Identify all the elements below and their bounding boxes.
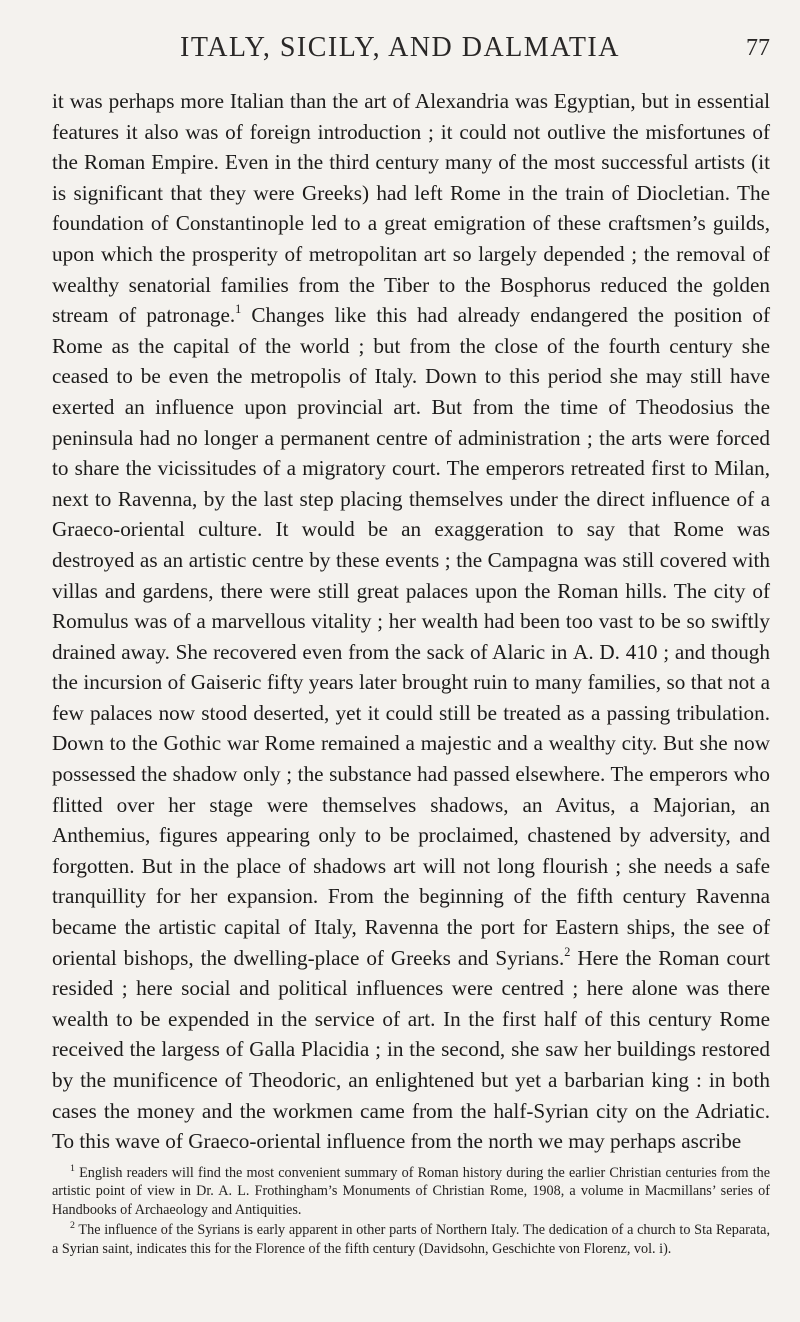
main-text	[52, 86, 770, 1157]
text-segment-4: Here the Roman court resided ; here social and political influences were centred ; here alone was there wealth to be expended in the service of art. In the first half of this century Rome received the largess of Galla Placidia ; in the second, she saw her buildings restored by the munificence of Theodoric, an enlightened but yet a barbarian king : in both cases the money and the workmen came from the half-Syrian city on the Adriatic. To this wave of Graeco-oriental influence from the north we may perhaps ascribe	[52, 945, 770, 1154]
footnote-ref-1: 1	[235, 302, 242, 317]
running-head	[0, 30, 800, 70]
text-segment-2: Changes like this had already endangered the position of Rome as the capital of the world ; but from the close of the fourth century she ceased to be even the metropolis of Italy. Down to this period she may still have exerted an influence upon provincial art. But from the time of Theodosius the peninsula had no longer a permanent centre of administration ; the arts were forced to share the vicissitudes of a migratory court. The emperors retreated first to Milan, next to Ravenna, by the last step placing themselves under the direct influence of a Graeco-oriental culture. It would be an exaggeration to say that Rome was destroyed as an artistic centre by these events ; the Campagna was still covered with villas and gardens, there were still great palaces upon the Roman hills. The city of Romulus was of a marvellous vitality ; her wealth had been too vast to be so swiftly drained away. She recovered even from the sack of Alaric in	[52, 303, 770, 664]
text-segment-3: 410 ; and though the incursion of Gaiseric fifty years later brought ruin to many families, so that not a few palaces now stood deserted, yet it could still be treated as a passing tribulation. Down to the Gothic war Rome remained a majestic and a wealthy city. But she now possessed the shadow only ; the substance had passed elsewhere. The emperors who flitted over her stage were themselves shadows, an Avitus, a Majorian, an Anthemius, figures appearing only to be proclaimed, chastened by adversity, and forgotten. But in the place of shadows art will not long flourish ; she needs a safe tranquillity for her expansion. From the beginning of the fifth century Ravenna became the artistic capital of Italy, Ravenna the port for Eastern ships, the see of oriental bishops, the dwelling-place of Greeks and Syrians.	[52, 639, 770, 970]
page-number: 77	[746, 35, 770, 61]
body-paragraph	[52, 86, 770, 1157]
footnote-1	[52, 1164, 770, 1219]
running-title: ITALY, SICILY, AND DALMATIA	[180, 32, 620, 63]
era-abbreviation: A. D.	[573, 639, 620, 664]
text-segment-1: it was perhaps more Italian than the art of Alexandria was Egyptian, but in essential features it also was of foreign introduction ; it could not outlive the misfortunes of the Roman Empire. Even in the third century many of the most successful artists (it is significant that they were Greeks) had left Rome in the train of Diocletian. The foundation of Constantinople led to a great emigration of these craftsmen’s guilds, upon which the prosperity of metropolitan art so largely depended ; the removal of wealthy senatorial families from the Tiber to the Bosphorus reduced the golden stream of patronage.	[52, 89, 770, 328]
footnote-marker: 1	[70, 1163, 75, 1175]
footnote-text: The influence of the Syrians is early apparent in other parts of Northern Italy. The dedication of a church to Sta Reparata, a Syrian saint, indicates this for the Florence of the fifth century (Davidsohn, Geschichte von Florenz, vol. i).	[52, 1222, 770, 1257]
footnote-marker: 2	[70, 1220, 75, 1232]
footnote-2	[52, 1221, 770, 1258]
footnote-text: English readers will find the most convenient summary of Roman history during the earlier Christian centuries from the artistic point of view in Dr. A. L. Frothingham’s Monuments of Christian Rome, 1908, a volume in Macmillans’ series of Handbooks of Archaeology and Antiquities.	[52, 1165, 770, 1218]
footnote-ref-2: 2	[564, 944, 571, 959]
footnotes	[52, 1164, 770, 1260]
